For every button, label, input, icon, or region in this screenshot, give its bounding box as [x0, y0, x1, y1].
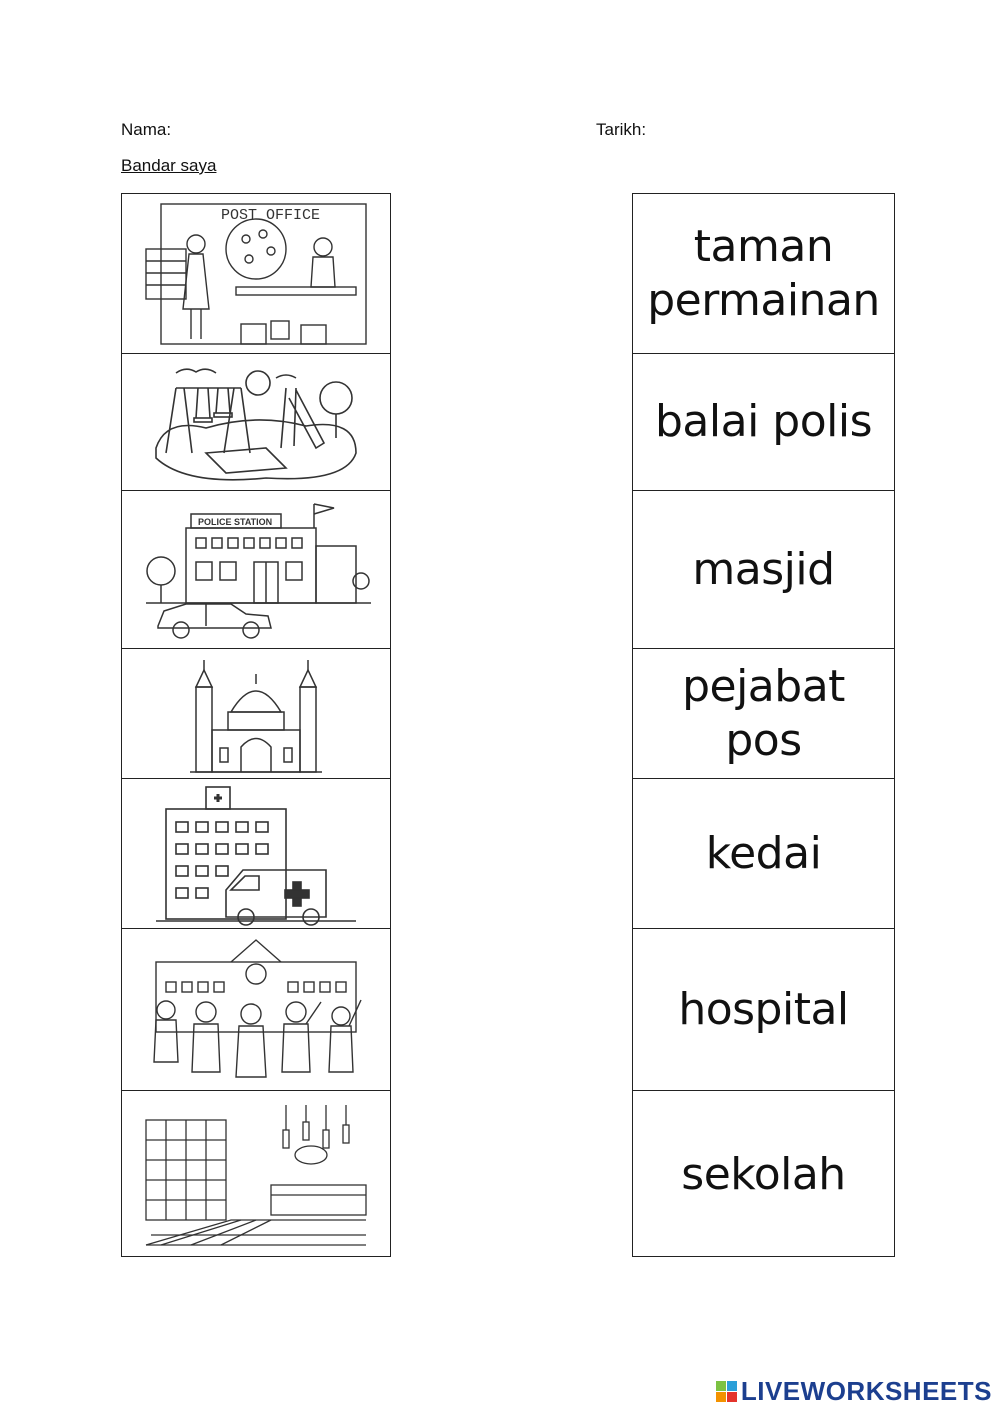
word-cell[interactable]	[633, 491, 894, 649]
post-office-picture	[122, 194, 390, 353]
word-cell[interactable]	[633, 929, 894, 1091]
word-label: kedai	[705, 827, 822, 879]
picture-column	[121, 193, 391, 1257]
hospital-picture	[122, 779, 390, 928]
shop-picture	[122, 1091, 390, 1258]
picture-cell[interactable]	[122, 194, 390, 354]
word-column	[632, 193, 895, 1257]
word-label: pejabat pos	[682, 660, 845, 766]
word-label: masjid	[692, 543, 835, 595]
word-cell[interactable]	[633, 649, 894, 779]
picture-cell[interactable]	[122, 354, 390, 491]
school-picture	[122, 929, 390, 1090]
picture-cell[interactable]	[122, 779, 390, 929]
word-cell[interactable]	[633, 779, 894, 929]
name-label: Nama:	[121, 120, 172, 139]
police-station-sign: POLICE STATION	[198, 516, 273, 527]
word-label: sekolah	[681, 1148, 846, 1200]
mosque-picture	[122, 649, 390, 778]
picture-cell[interactable]	[122, 649, 390, 779]
brand-text: LIVEWORKSHEETS	[740, 1376, 992, 1406]
post-office-sign: POST OFFICE	[221, 206, 321, 224]
picture-cell[interactable]	[122, 1091, 390, 1258]
liveworksheets-logo-icon	[716, 1381, 737, 1402]
word-cell[interactable]	[633, 1091, 894, 1258]
word-label: taman permainan	[647, 220, 880, 326]
word-label: hospital	[678, 983, 849, 1035]
word-cell[interactable]	[633, 354, 894, 491]
police-station-picture	[122, 491, 390, 648]
picture-cell[interactable]	[122, 491, 390, 649]
worksheet-title: Bandar saya	[121, 156, 217, 175]
word-cell[interactable]	[633, 194, 894, 354]
word-label: balai polis	[654, 396, 872, 447]
playground-picture	[122, 354, 390, 490]
date-label: Tarikh:	[596, 120, 647, 139]
liveworksheets-brand[interactable]	[716, 1376, 992, 1407]
picture-cell[interactable]	[122, 929, 390, 1091]
